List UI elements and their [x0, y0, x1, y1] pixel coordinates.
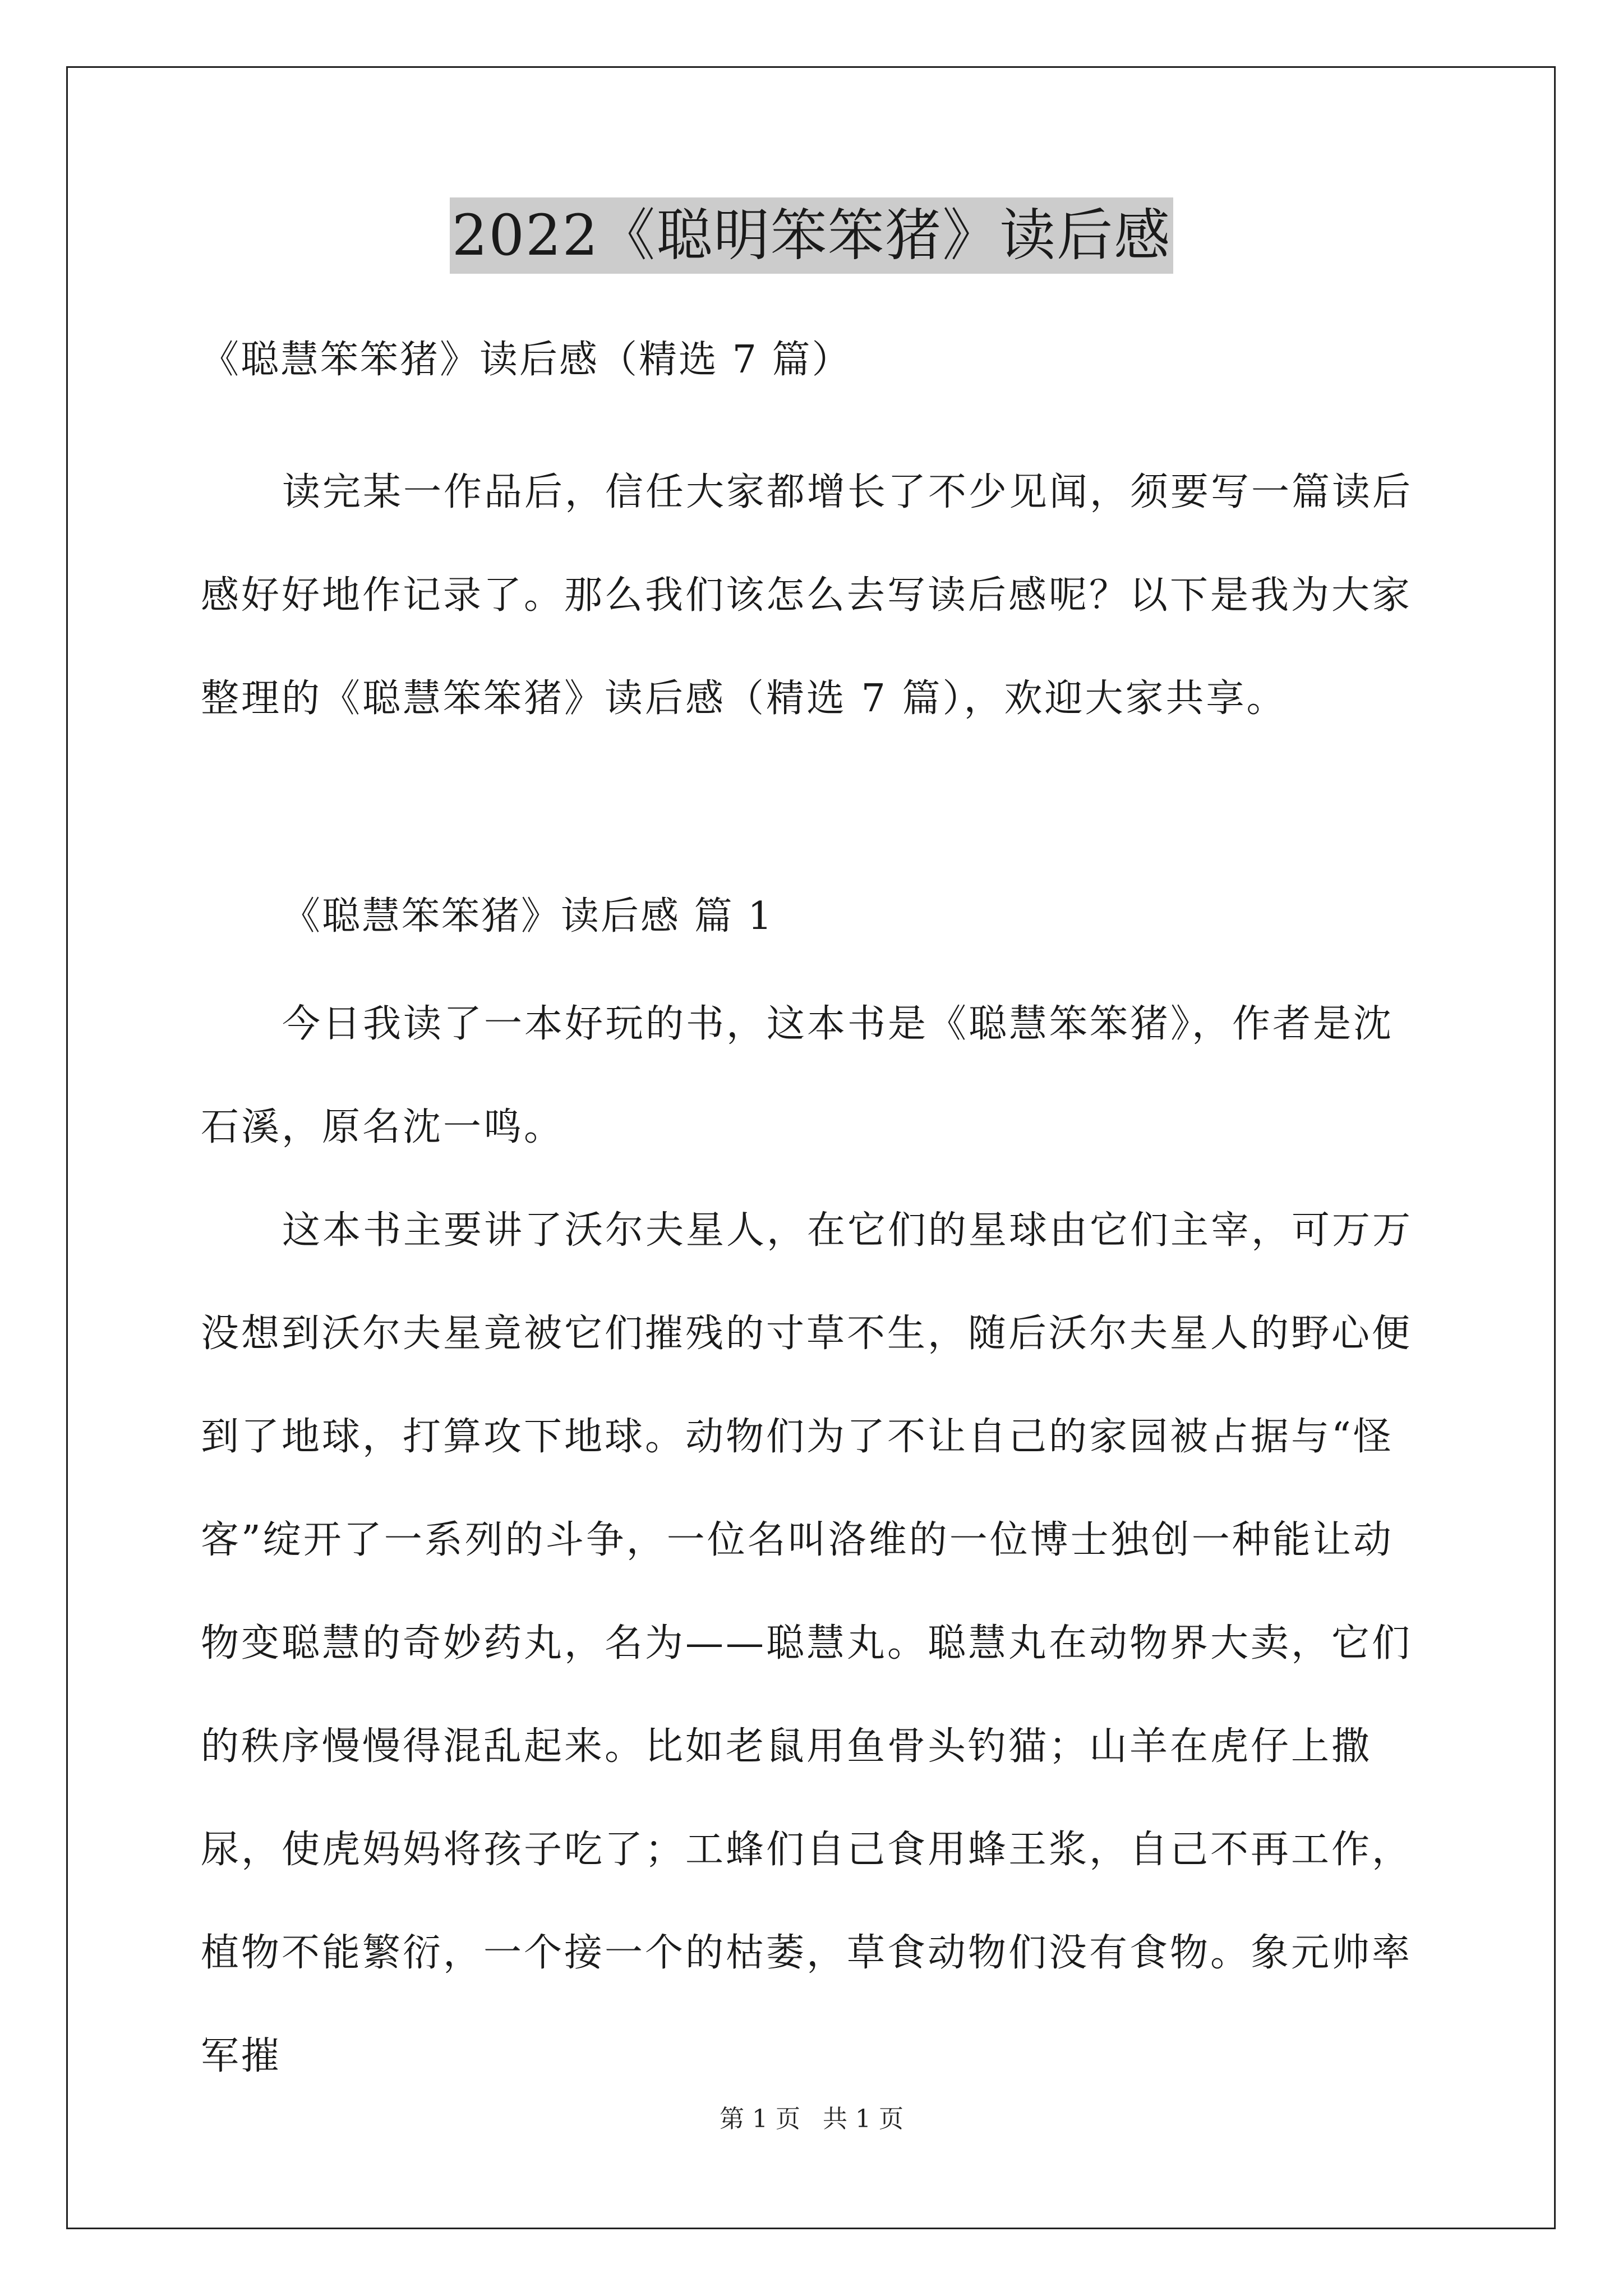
title-container — [0, 197, 1623, 274]
body-paragraph-1: 今日我读了一本好玩的书，这本书是《聪慧笨笨猪》，作者是沈石溪，原名沈一鸣。 — [201, 1002, 1394, 1149]
document-subtitle: 《聪慧笨笨猪》读后感（精选 7 篇） — [201, 338, 852, 382]
page-footer — [0, 2102, 1623, 2136]
body-paragraph-2: 这本书主要讲了沃尔夫星人，在它们的星球由它们主宰，可万万没想到沃尔夫星竟被它们摧残的寸草不生，随后沃尔夫星人的野心便到了地球，打算攻下地球。动物们为了不让自己的家园被占据与“怪客”绽开了一系列的斗争，一位名叫洛维的一位博士独创一种能让动物变聪慧的奇妙药丸，名为——聪慧丸。聪慧丸在动物界大卖，它们的秩序慢慢得混乱起来。比如老鼠用鱼骨头钓猫；山羊在虎仔上撒尿，使虎妈妈将孩子吃了；工蜂们自己食用蜂王浆，自己不再工作，植物不能繁衍，一个接一个的枯萎，草食动物们没有食物。象元帅率军摧 — [201, 1208, 1413, 2078]
page-number: 第 1 页 — [720, 2105, 800, 2133]
document-title: 2022《聪明笨笨猪》读后感 — [450, 197, 1174, 274]
intro-paragraph: 读完某一作品后，信任大家都增长了不少见闻，须要写一篇读后感好好地作记录了。那么我们该怎么去写读后感呢？以下是我为大家整理的《聪慧笨笨猪》读后感（精选 7 篇），欢迎大家共享。 — [201, 470, 1413, 721]
section-heading: 《聪慧笨笨猪》读后感 篇 1 — [282, 894, 774, 938]
page-total: 共 1 页 — [823, 2105, 903, 2133]
